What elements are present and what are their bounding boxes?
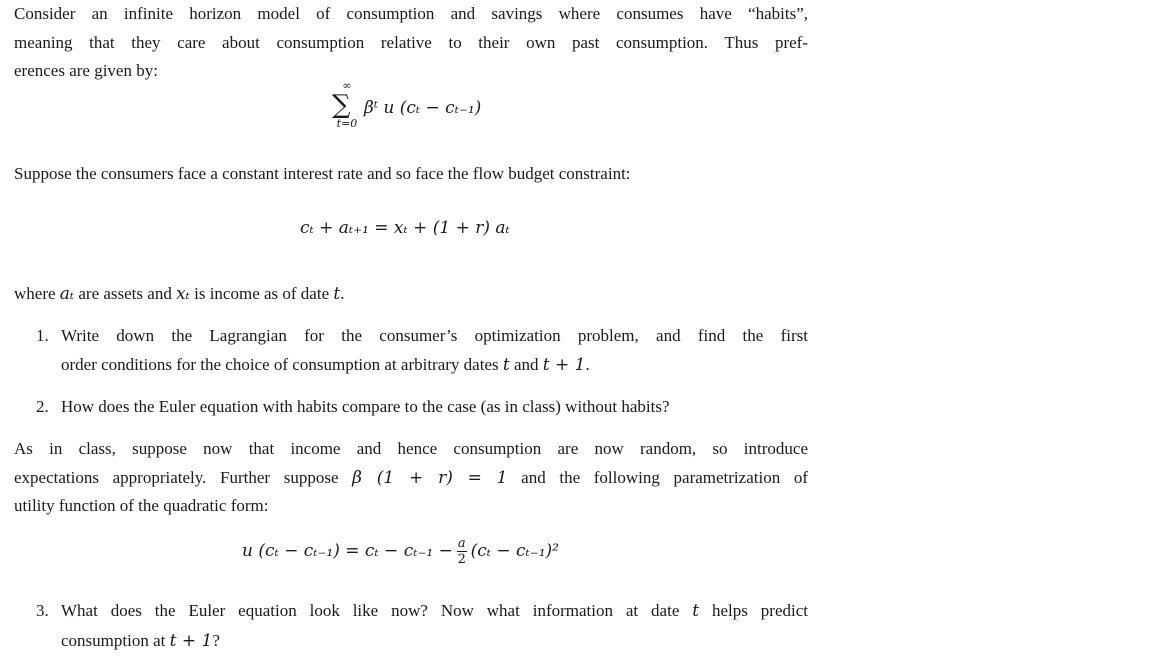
sum-lower-limit: t=0: [336, 117, 358, 130]
random-line-2-end: and the following parametrization of: [507, 467, 808, 487]
fraction-denominator: 2: [457, 552, 466, 567]
question-1-text: order conditions for the choice of consumption at arbitrary dates: [61, 355, 503, 374]
utility-equation: [242, 536, 559, 567]
income-symbol: xₜ: [176, 284, 190, 304]
question-1-line-1: Write down the Lagrangian for the consumer’s optimization problem, and find the first: [61, 326, 808, 345]
random-line-2: [14, 464, 808, 493]
question-3-number: 3.: [36, 601, 49, 620]
question-1-end: .: [585, 355, 590, 374]
t-plus-1-symbol: t + 1: [169, 631, 213, 651]
where-paragraph: [14, 280, 808, 309]
question-3-body: [61, 596, 808, 656]
intro-paragraph: [14, 0, 808, 86]
random-line-1: As in class, suppose now that income and hence consumption are now random, so introduce: [14, 439, 808, 458]
discount-condition: β (1 + r) = 1: [352, 467, 508, 488]
date-symbol: t: [333, 284, 341, 304]
assets-symbol: aₜ: [59, 284, 75, 304]
question-1-number: 1.: [36, 326, 49, 345]
sum-upper-limit: ∞: [342, 79, 352, 92]
sum-operator: [332, 80, 362, 130]
question-3: [36, 596, 808, 656]
question-1-body: [61, 321, 808, 380]
question-3-line-2-text: consumption at: [61, 631, 170, 650]
random-line-2-text: expectations appropriately. Further suppose: [14, 467, 353, 487]
question-1-line-2: [61, 350, 808, 380]
utility-rhs: (cₜ − cₜ₋₁)²: [470, 541, 559, 561]
where-text-1: where: [14, 284, 60, 303]
question-3-text: What does the Euler equation look like now? Now what information at date: [61, 601, 693, 620]
a-over-2-fraction: [457, 536, 467, 567]
budget-paragraph: [14, 160, 808, 189]
question-1-and: and: [509, 355, 543, 374]
question-2-body: [61, 392, 808, 421]
where-text-2: are assets and: [74, 284, 177, 303]
where-text-3: is income as of date: [189, 284, 334, 303]
question-3-line-2: [61, 626, 808, 656]
question-2: [36, 392, 808, 422]
intro-line-3: erences are given by:: [14, 61, 158, 80]
question-2-line-1: How does the Euler equation with habits compare to the case (as in class) without habits?: [61, 397, 670, 416]
question-3-line-1: [61, 596, 808, 626]
question-2-number: 2.: [36, 397, 49, 416]
t-plus-1-symbol: t + 1: [542, 355, 586, 375]
intro-line-2: meaning that they care about consumption relative to their own past consumption. Thus pref-: [14, 32, 808, 52]
random-paragraph: [14, 435, 808, 521]
question-3-text-end: helps predict: [699, 601, 808, 620]
sum-body: βᵗ u (cₜ − cₜ₋₁): [364, 98, 482, 118]
where-line: [14, 280, 808, 309]
t-symbol: t: [502, 355, 510, 375]
utility-lhs: u (cₜ − cₜ₋₁) = cₜ − cₜ₋₁ −: [242, 541, 453, 561]
budget-text: Suppose the consumers face a constant interest rate and so face the flow budget constraint:: [14, 164, 631, 183]
sigma-symbol: ∑: [332, 90, 351, 120]
question-1: [36, 321, 808, 381]
random-line-3: utility function of the quadratic form:: [14, 496, 269, 515]
t-symbol: t: [692, 601, 700, 621]
where-text-4: .: [340, 284, 345, 303]
intro-line-1: Consider an infinite horizon model of consumption and savings where consumes have “habits”,: [14, 4, 808, 23]
fraction-numerator: a: [457, 536, 466, 551]
budget-equation: cₜ + aₜ₊₁ = xₜ + (1 + r) aₜ: [300, 218, 510, 238]
question-3-mark: ?: [212, 631, 220, 650]
